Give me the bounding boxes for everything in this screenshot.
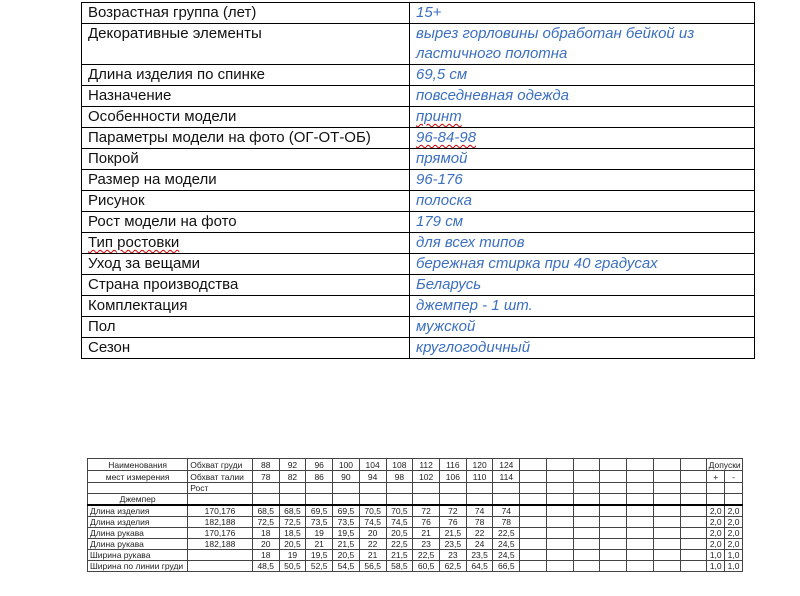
empty-cell: [520, 561, 547, 572]
spec-row: [82, 86, 755, 107]
spec-value-text: 96-84-98: [416, 129, 477, 146]
measurement-value: 68,5: [252, 505, 279, 517]
empty-cell: [546, 528, 573, 539]
spec-row: [82, 338, 755, 359]
empty-cell: [546, 550, 573, 561]
measurement-name: Длина рукава: [88, 528, 188, 539]
tolerance-plus-value: 2,0: [707, 528, 725, 539]
measurement-value: 22,5: [386, 539, 413, 550]
empty-cell: [359, 483, 386, 494]
spec-key: Покрой: [82, 149, 410, 170]
measurement-value: 21,5: [333, 539, 360, 550]
spec-row: [82, 3, 755, 24]
spec-value: [410, 86, 755, 107]
tolerance-label: Допуски: [708, 459, 741, 470]
spec-row: [82, 128, 755, 149]
spec-value: [410, 65, 755, 86]
header-name: мест измерения: [88, 471, 188, 483]
measurement-name: Длина изделия: [88, 517, 188, 528]
size-chart-row: [88, 517, 743, 528]
empty-cell: [520, 539, 547, 550]
measurement-value: 20,5: [333, 550, 360, 561]
empty-cell: [600, 505, 627, 517]
measurement-value: 78: [493, 517, 520, 528]
measurement-value: 60,5: [413, 561, 440, 572]
empty-cell: [600, 459, 627, 471]
empty-cell: [725, 494, 743, 506]
spec-key: Возрастная группа (лет): [82, 3, 410, 24]
empty-cell: [252, 483, 279, 494]
empty-cell: [546, 471, 573, 483]
chest-value: 92: [279, 459, 306, 471]
measurement-value: 50,5: [279, 561, 306, 572]
spec-value: [410, 24, 755, 65]
measurement-value: 62,5: [439, 561, 466, 572]
empty-cell: [306, 494, 333, 506]
measurement-value: 48,5: [252, 561, 279, 572]
empty-cell: [680, 539, 707, 550]
empty-cell: [600, 483, 627, 494]
waist-value: 82: [279, 471, 306, 483]
size-chart-height-row: [88, 483, 743, 494]
measurement-name: Длина изделия: [88, 505, 188, 517]
spec-value: [410, 128, 755, 149]
spec-value: [410, 191, 755, 212]
spec-key: Рост модели на фото: [82, 212, 410, 233]
empty-cell: [573, 550, 600, 561]
spec-value-text: повседневная одежда: [416, 87, 570, 104]
spec-value-text: полоска: [416, 192, 472, 209]
waist-value: 78: [252, 471, 279, 483]
empty-cell: [359, 494, 386, 506]
spec-value-text: для всех типов: [416, 234, 525, 251]
empty-cell: [573, 539, 600, 550]
size-chart-garment-row: [88, 494, 743, 506]
measurement-value: 18,5: [279, 528, 306, 539]
chest-label: Обхват груди: [188, 459, 253, 471]
height-range: [188, 561, 253, 572]
empty-cell: [600, 494, 627, 506]
chest-value: 100: [333, 459, 360, 471]
measurement-value: 21: [413, 528, 440, 539]
spec-row: [82, 170, 755, 191]
spec-key: Параметры модели на фото (ОГ-ОТ-ОБ): [82, 128, 410, 149]
empty-cell: [707, 494, 725, 506]
tolerance-minus-value: 2,0: [725, 539, 743, 550]
empty-cell: [627, 505, 654, 517]
measurement-name: Длина рукава: [88, 539, 188, 550]
empty-cell: [520, 517, 547, 528]
size-chart-row: [88, 505, 743, 517]
empty-cell: [493, 494, 520, 506]
empty-cell: [573, 471, 600, 483]
empty-cell: [600, 528, 627, 539]
measurement-value: 24: [466, 539, 493, 550]
spec-value: [410, 212, 755, 233]
height-range: 182,188: [188, 539, 253, 550]
measurement-value: 64,5: [466, 561, 493, 572]
measurement-value: 21,5: [439, 528, 466, 539]
spec-value: [410, 254, 755, 275]
spec-key: [82, 233, 410, 254]
tolerance-plus-value: 1,0: [707, 561, 725, 572]
tolerance-minus-value: 2,0: [725, 517, 743, 528]
measurement-value: 72: [439, 505, 466, 517]
measurement-value: 74,5: [359, 517, 386, 528]
spec-value: [410, 233, 755, 254]
waist-value: 102: [413, 471, 440, 483]
measurement-value: 78: [466, 517, 493, 528]
chest-value: 96: [306, 459, 333, 471]
spec-row: [82, 254, 755, 275]
measurement-value: 76: [413, 517, 440, 528]
waist-value: 98: [386, 471, 413, 483]
measurement-value: 22: [359, 539, 386, 550]
empty-cell: [627, 561, 654, 572]
tolerance-plus-value: 1,0: [707, 550, 725, 561]
measurement-value: 20,5: [386, 528, 413, 539]
measurement-value: 21,5: [386, 550, 413, 561]
empty-cell: [386, 483, 413, 494]
measurement-value: 23: [413, 539, 440, 550]
empty-cell: [653, 471, 680, 483]
empty-cell: [680, 494, 707, 506]
chest-value: 88: [252, 459, 279, 471]
spec-value: [410, 275, 755, 296]
empty-cell: [707, 483, 725, 494]
height-range: 182,188: [188, 517, 253, 528]
empty-cell: [546, 561, 573, 572]
empty-cell: [573, 459, 600, 471]
spec-value-text: круглогодичный: [416, 339, 531, 356]
chest-value: 124: [493, 459, 520, 471]
measurement-name: Ширина по линии груди: [88, 561, 188, 572]
product-spec-table: [81, 2, 755, 359]
empty-cell: [333, 494, 360, 506]
empty-cell: [627, 459, 654, 471]
empty-cell: [279, 494, 306, 506]
empty-cell: [653, 550, 680, 561]
empty-cell: [520, 550, 547, 561]
empty-cell: [680, 459, 707, 471]
empty-cell: [546, 494, 573, 506]
chest-value: 108: [386, 459, 413, 471]
empty-cell: [88, 483, 188, 494]
empty-cell: [653, 505, 680, 517]
empty-cell: [680, 550, 707, 561]
empty-cell: [573, 483, 600, 494]
measurement-value: 24,5: [493, 539, 520, 550]
empty-cell: [653, 459, 680, 471]
empty-cell: [680, 561, 707, 572]
spec-value: [410, 107, 755, 128]
waist-value: 86: [306, 471, 333, 483]
spec-value: [410, 3, 755, 24]
measurement-value: 72,5: [252, 517, 279, 528]
spec-row: [82, 233, 755, 254]
empty-cell: [520, 471, 547, 483]
spec-row: [82, 317, 755, 338]
empty-cell: [466, 494, 493, 506]
empty-cell: [520, 505, 547, 517]
empty-cell: [252, 494, 279, 506]
empty-cell: [600, 561, 627, 572]
measurement-value: 69,5: [333, 505, 360, 517]
spec-value: [410, 317, 755, 338]
tolerance-minus-value: 1,0: [725, 550, 743, 561]
header-name: Наименования: [88, 459, 188, 471]
measurement-value: 72: [413, 505, 440, 517]
tolerance-plus-value: 2,0: [707, 505, 725, 517]
spec-value-text: 96-176: [416, 171, 463, 188]
measurement-value: 19: [279, 550, 306, 561]
empty-cell: [439, 483, 466, 494]
empty-cell: [520, 483, 547, 494]
spec-value-text: Беларусь: [416, 276, 482, 293]
empty-cell: [627, 550, 654, 561]
measurement-value: 73,5: [333, 517, 360, 528]
measurement-name: Ширина рукава: [88, 550, 188, 561]
measurement-value: 20: [252, 539, 279, 550]
chest-value: 120: [466, 459, 493, 471]
measurement-value: 22,5: [413, 550, 440, 561]
empty-cell: [653, 483, 680, 494]
garment-name: Джемпер: [88, 494, 188, 506]
spec-key: Комплектация: [82, 296, 410, 317]
measurement-value: 66,5: [493, 561, 520, 572]
spec-key: Назначение: [82, 86, 410, 107]
tolerance-minus-value: 1,0: [725, 561, 743, 572]
spec-value-text: 15+: [416, 4, 442, 21]
height-range: 170,176: [188, 528, 253, 539]
empty-cell: [680, 505, 707, 517]
empty-cell: [546, 505, 573, 517]
empty-cell: [653, 539, 680, 550]
size-chart-table: [87, 458, 743, 572]
empty-cell: [573, 528, 600, 539]
empty-cell: [546, 517, 573, 528]
measurement-value: 74: [493, 505, 520, 517]
empty-cell: [725, 483, 743, 494]
waist-value: 94: [359, 471, 386, 483]
empty-cell: [627, 471, 654, 483]
measurement-value: 22,5: [493, 528, 520, 539]
spec-value-text: принт: [416, 108, 462, 125]
empty-cell: [600, 539, 627, 550]
empty-cell: [573, 517, 600, 528]
spec-row: [82, 191, 755, 212]
measurement-value: 74: [466, 505, 493, 517]
spec-key: Уход за вещами: [82, 254, 410, 275]
empty-cell: [546, 483, 573, 494]
spec-value-text: 179 см: [416, 213, 463, 230]
empty-cell: [653, 528, 680, 539]
measurement-value: 23: [439, 550, 466, 561]
tolerance-minus: -: [725, 471, 743, 483]
empty-cell: [413, 483, 440, 494]
empty-cell: [520, 459, 547, 471]
measurement-value: 72,5: [279, 517, 306, 528]
measurement-value: 21: [359, 550, 386, 561]
spec-key: Страна производства: [82, 275, 410, 296]
empty-cell: [279, 483, 306, 494]
spec-key: Пол: [82, 317, 410, 338]
empty-cell: [680, 483, 707, 494]
spec-key: Особенности модели: [82, 107, 410, 128]
spec-value-text: мужской: [416, 318, 476, 335]
measurement-value: 54,5: [333, 561, 360, 572]
chest-value: 116: [439, 459, 466, 471]
empty-cell: [627, 494, 654, 506]
measurement-value: 23,5: [439, 539, 466, 550]
empty-cell: [600, 517, 627, 528]
empty-cell: [573, 494, 600, 506]
tolerance-minus-value: 2,0: [725, 505, 743, 517]
measurement-value: 24,5: [493, 550, 520, 561]
tolerance-plus-value: 2,0: [707, 539, 725, 550]
measurement-value: 20: [359, 528, 386, 539]
empty-cell: [653, 494, 680, 506]
spec-row: [82, 107, 755, 128]
spec-value-text: бережная стирка при 40 градусах: [416, 255, 658, 272]
empty-cell: [680, 528, 707, 539]
empty-cell: [600, 471, 627, 483]
empty-cell: [627, 539, 654, 550]
size-chart-body: [88, 459, 743, 572]
waist-label: Обхват талии: [188, 471, 253, 483]
empty-cell: [546, 459, 573, 471]
empty-cell: [627, 517, 654, 528]
empty-cell: [466, 483, 493, 494]
size-chart-row: [88, 550, 743, 561]
empty-cell: [600, 550, 627, 561]
spec-value: [410, 149, 755, 170]
spec-row: [82, 24, 755, 65]
measurement-value: 19,5: [333, 528, 360, 539]
spec-key: Рисунок: [82, 191, 410, 212]
measurement-value: 58,5: [386, 561, 413, 572]
size-chart-row: [88, 528, 743, 539]
empty-cell: [413, 494, 440, 506]
size-chart-row: [88, 561, 743, 572]
measurement-value: 76: [439, 517, 466, 528]
waist-value: 106: [439, 471, 466, 483]
empty-cell: [493, 483, 520, 494]
measurement-value: 21: [306, 539, 333, 550]
measurement-value: 73,5: [306, 517, 333, 528]
measurement-value: 69,5: [306, 505, 333, 517]
chest-value: 104: [359, 459, 386, 471]
spec-key: Декоративные элементы: [82, 24, 410, 65]
waist-value: 90: [333, 471, 360, 483]
empty-cell: [680, 517, 707, 528]
empty-cell: [573, 561, 600, 572]
waist-value: 110: [466, 471, 493, 483]
spec-value-text: вырез горловины обработан бейкой из ластичного полотна: [416, 25, 695, 62]
measurement-value: 70,5: [386, 505, 413, 517]
empty-cell: [653, 561, 680, 572]
spec-table-body: [82, 3, 755, 359]
spec-value: [410, 338, 755, 359]
size-chart-row: [88, 539, 743, 550]
measurement-value: 22: [466, 528, 493, 539]
spec-key: Длина изделия по спинке: [82, 65, 410, 86]
measurement-value: 74,5: [386, 517, 413, 528]
height-range: [188, 550, 253, 561]
spec-value-text: прямой: [416, 150, 468, 167]
measurement-value: 52,5: [306, 561, 333, 572]
spec-row: [82, 212, 755, 233]
measurement-value: 20,5: [279, 539, 306, 550]
empty-cell: [680, 471, 707, 483]
measurement-value: 18: [252, 528, 279, 539]
spec-value-text: джемпер - 1 шт.: [416, 297, 533, 314]
spec-row: [82, 275, 755, 296]
measurement-value: 70,5: [359, 505, 386, 517]
empty-cell: [627, 483, 654, 494]
tolerance-plus-value: 2,0: [707, 517, 725, 528]
spec-row: [82, 149, 755, 170]
measurement-value: 68,5: [279, 505, 306, 517]
measurement-value: 19,5: [306, 550, 333, 561]
spec-key: Размер на модели: [82, 170, 410, 191]
empty-cell: [627, 528, 654, 539]
spec-row: [82, 296, 755, 317]
measurement-value: 56,5: [359, 561, 386, 572]
empty-cell: [439, 494, 466, 506]
empty-cell: [520, 494, 547, 506]
waist-value: 114: [493, 471, 520, 483]
size-chart-header-waist: [88, 471, 743, 483]
spec-row: [82, 65, 755, 86]
empty-cell: [546, 539, 573, 550]
spec-key: Сезон: [82, 338, 410, 359]
empty-cell: [653, 517, 680, 528]
chest-value: 112: [413, 459, 440, 471]
tolerance-minus-value: 2,0: [725, 528, 743, 539]
empty-cell: [333, 483, 360, 494]
measurement-value: 18: [252, 550, 279, 561]
size-chart-header-chest: [88, 459, 743, 471]
empty-cell: [573, 505, 600, 517]
spec-value: [410, 296, 755, 317]
empty-cell: [306, 483, 333, 494]
spec-key-text: Тип ростовки: [88, 234, 180, 251]
spec-value: [410, 170, 755, 191]
measurement-value: 23,5: [466, 550, 493, 561]
measurement-value: 19: [306, 528, 333, 539]
empty-cell: [188, 494, 253, 506]
empty-cell: [386, 494, 413, 506]
spec-value-text: 69,5 см: [416, 66, 468, 83]
empty-cell: [520, 528, 547, 539]
height-label: Рост: [188, 483, 253, 494]
tolerance-plus: +: [707, 471, 725, 483]
height-range: 170,176: [188, 505, 253, 517]
